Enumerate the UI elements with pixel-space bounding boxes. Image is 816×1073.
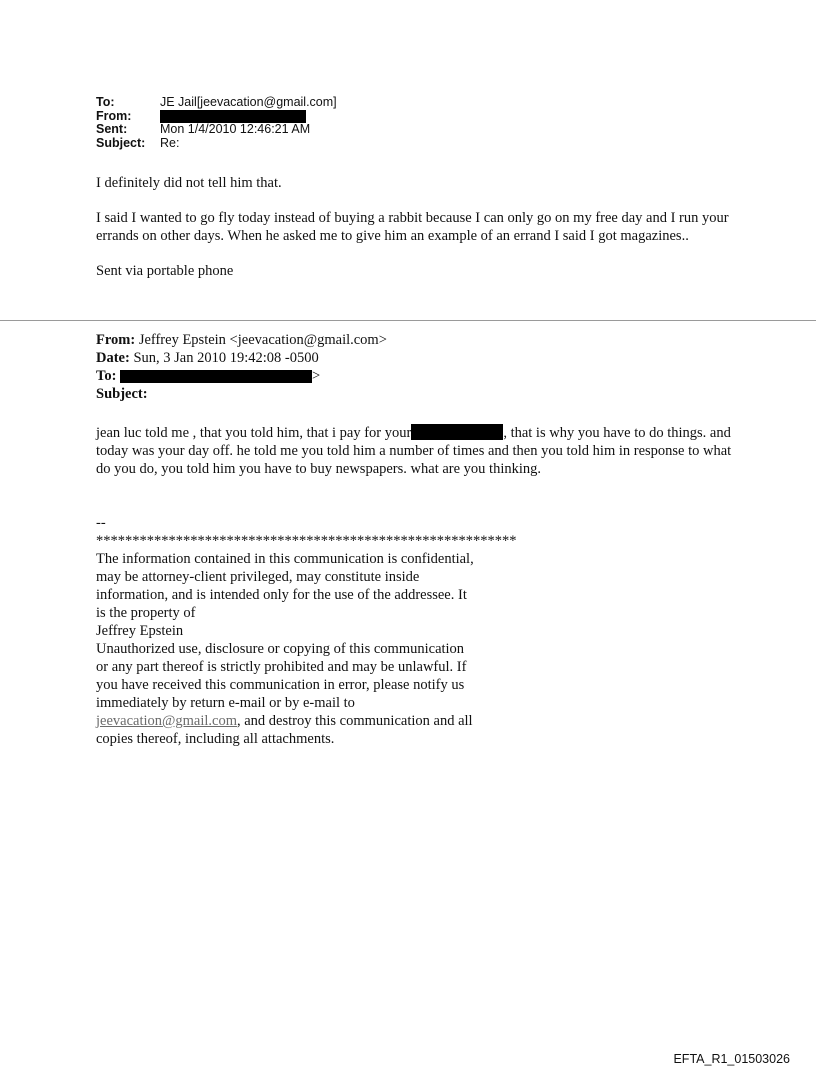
- fwd-body-text: jean luc told me , that you told him, that i pay for your: [96, 425, 412, 441]
- redaction-box: [160, 110, 306, 123]
- email-header: [96, 96, 337, 150]
- from-row: [96, 110, 337, 124]
- to-row: [96, 96, 337, 110]
- fwd-to-row: [96, 367, 736, 385]
- reply-signoff: Sent via portable phone: [96, 263, 234, 279]
- forwarded-header: [96, 331, 736, 403]
- reply-body: [96, 174, 736, 297]
- message-divider: [0, 320, 816, 321]
- disclaimer-text: Unauthorized use, disclosure or copying of this communication or any part thereof is strictly prohibited and may be unlawful. If you have received this communication in error, please notify us immediately by return e-mail or by e-mail to: [96, 641, 467, 711]
- fwd-date-value: Sun, 3 Jan 2010 19:42:08 -0500: [129, 350, 319, 366]
- fwd-to-label: To:: [96, 368, 117, 384]
- sent-row: [96, 123, 337, 137]
- signature-dashes: --: [96, 515, 106, 531]
- fwd-to-suffix: >: [312, 368, 321, 384]
- disclaimer-text: The information contained in this communication is confidential, may be attorney-client privileged, may constitute inside information, and is intended only for the use of the addressee. It is the property of: [96, 551, 474, 621]
- reply-paragraph: I definitely did not tell him that.: [96, 175, 282, 191]
- disclaimer: [96, 550, 476, 748]
- redaction-box: [411, 424, 503, 440]
- forwarded-body: [96, 424, 736, 478]
- disclaimer-name: Jeffrey Epstein: [96, 623, 184, 639]
- disclaimer-text: , and destroy this communication and all copies thereof, including all attachments.: [96, 713, 473, 747]
- subject-row: [96, 137, 337, 151]
- document-id: EFTA_R1_01503026: [673, 1052, 790, 1066]
- fwd-date-label: Date:: [96, 350, 130, 366]
- redaction-box: [120, 370, 312, 383]
- reply-paragraph: I said I wanted to go fly today instead of buying a rabbit because I can only go on my free day and I run your errands on other days. When he asked me to give him an example of an errand I said I got magazines..: [96, 210, 729, 244]
- fwd-subject-label: Subject:: [96, 386, 148, 402]
- fwd-from-row: [96, 331, 736, 349]
- to-value: JE Jail[jeevacation@gmail.com]: [160, 95, 337, 109]
- signature-stars: **********************************************************: [96, 533, 517, 549]
- fwd-body-text: , that is why you have to do things. and today was your day off. he told me you told him a number of times and then you told him in response to what do you do, you told him you have to buy newspapers. what are you thinking.: [96, 425, 732, 477]
- subject-value: Re:: [160, 135, 180, 150]
- to-label: To:: [96, 95, 115, 109]
- sent-label: Sent:: [96, 122, 128, 136]
- fwd-subject-row: [96, 385, 736, 403]
- email-link[interactable]: jeevacation@gmail.com: [96, 713, 237, 729]
- subject-label: Subject:: [96, 135, 146, 150]
- signature-block: [96, 514, 656, 748]
- fwd-date-row: [96, 349, 736, 367]
- fwd-from-label: From:: [96, 332, 136, 348]
- fwd-from-value: Jeffrey Epstein <jeevacation@gmail.com>: [135, 332, 387, 348]
- sent-value: Mon 1/4/2010 12:46:21 AM: [160, 122, 311, 136]
- from-label: From:: [96, 108, 132, 123]
